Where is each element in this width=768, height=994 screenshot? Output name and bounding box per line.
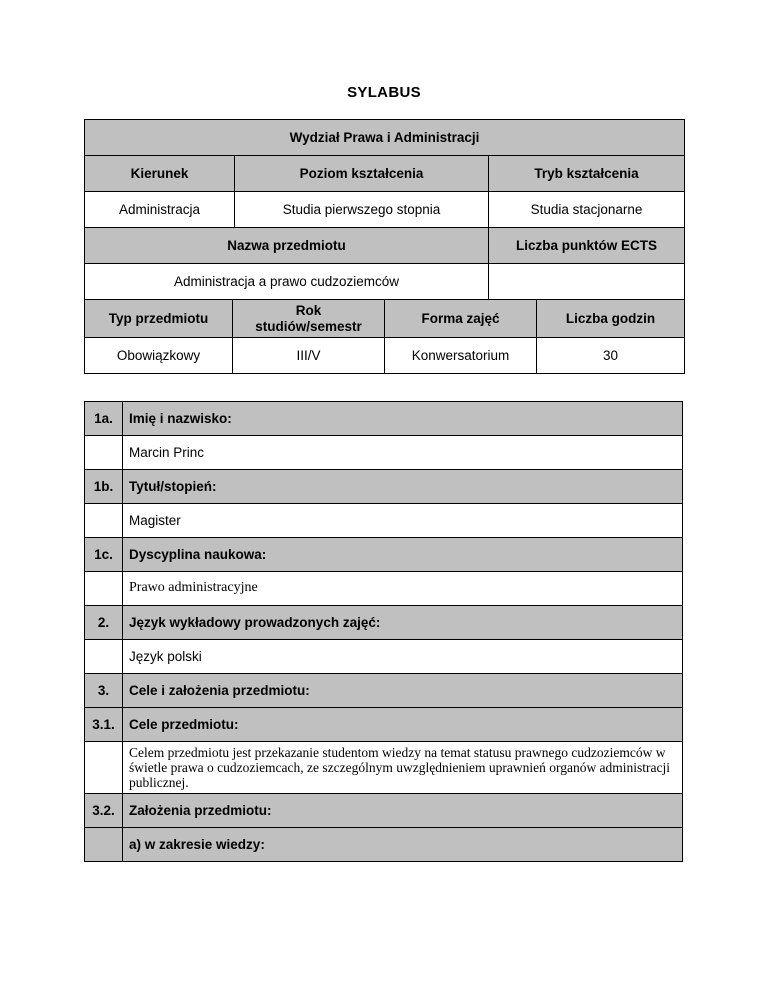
section-3-2-label: Założenia przedmiotu: xyxy=(123,794,683,828)
course-goals-text: Celem przedmiotu jest przekazanie studentom wiedzy na temat statusu prawnego cudzoziemców w świetle prawa o cudzoziemcach, ze szczególnym uwzględnieniem uprawnień organów administracji publicznej. xyxy=(123,742,683,794)
rok-value: III/V xyxy=(233,338,385,374)
ects-value xyxy=(489,264,685,300)
course-details-table xyxy=(84,401,683,862)
scientific-discipline: Prawo administracyjne xyxy=(123,572,683,606)
section-1c-number: 1c. xyxy=(85,538,123,572)
section-3-2-number: 3.2. xyxy=(85,794,123,828)
godziny-value: 30 xyxy=(537,338,685,374)
instructor-name: Marcin Princ xyxy=(123,436,683,470)
rok-header-line1: Rok xyxy=(295,302,322,318)
poziom-value: Studia pierwszego stopnia xyxy=(235,192,489,228)
section-1b-label: Tytuł/stopień: xyxy=(123,470,683,504)
section-3-number: 3. xyxy=(85,674,123,708)
course-header-table xyxy=(84,119,685,374)
faculty-name: Wydział Prawa i Administracji xyxy=(85,120,685,156)
forma-value: Konwersatorium xyxy=(385,338,537,374)
poziom-header: Poziom kształcenia xyxy=(235,156,489,192)
kierunek-header: Kierunek xyxy=(85,156,235,192)
nazwa-header: Nazwa przedmiotu xyxy=(85,228,489,264)
section-3-label: Cele i założenia przedmiotu: xyxy=(123,674,683,708)
ects-header: Liczba punktów ECTS xyxy=(489,228,685,264)
section-1c-label: Dyscyplina naukowa: xyxy=(123,538,683,572)
typ-value: Obowiązkowy xyxy=(85,338,233,374)
rok-header-line2: studiów/semestr xyxy=(255,318,362,334)
forma-header: Forma zajęć xyxy=(385,300,537,338)
section-3-1-spacer xyxy=(85,742,123,794)
section-1c-spacer xyxy=(85,572,123,606)
section-3-2a-label: a) w zakresie wiedzy: xyxy=(123,828,683,862)
section-2-spacer xyxy=(85,640,123,674)
instructor-title: Magister xyxy=(123,504,683,538)
kierunek-value: Administracja xyxy=(85,192,235,228)
lecture-language: Język polski xyxy=(123,640,683,674)
rok-header xyxy=(233,300,385,338)
section-1a-label: Imię i nazwisko: xyxy=(123,402,683,436)
section-3-1-number: 3.1. xyxy=(85,708,123,742)
section-2-label: Język wykładowy prowadzonych zajęć: xyxy=(123,606,683,640)
godziny-header: Liczba godzin xyxy=(537,300,685,338)
section-2-number: 2. xyxy=(85,606,123,640)
nazwa-value: Administracja a prawo cudzoziemców xyxy=(85,264,489,300)
section-1b-spacer xyxy=(85,504,123,538)
typ-header: Typ przedmiotu xyxy=(85,300,233,338)
section-1a-number: 1a. xyxy=(85,402,123,436)
document-title: SYLABUS xyxy=(347,84,421,101)
section-3-2a-spacer xyxy=(85,828,123,862)
section-3-1-label: Cele przedmiotu: xyxy=(123,708,683,742)
tryb-value: Studia stacjonarne xyxy=(489,192,685,228)
tryb-header: Tryb kształcenia xyxy=(489,156,685,192)
section-1b-number: 1b. xyxy=(85,470,123,504)
section-1a-spacer xyxy=(85,436,123,470)
